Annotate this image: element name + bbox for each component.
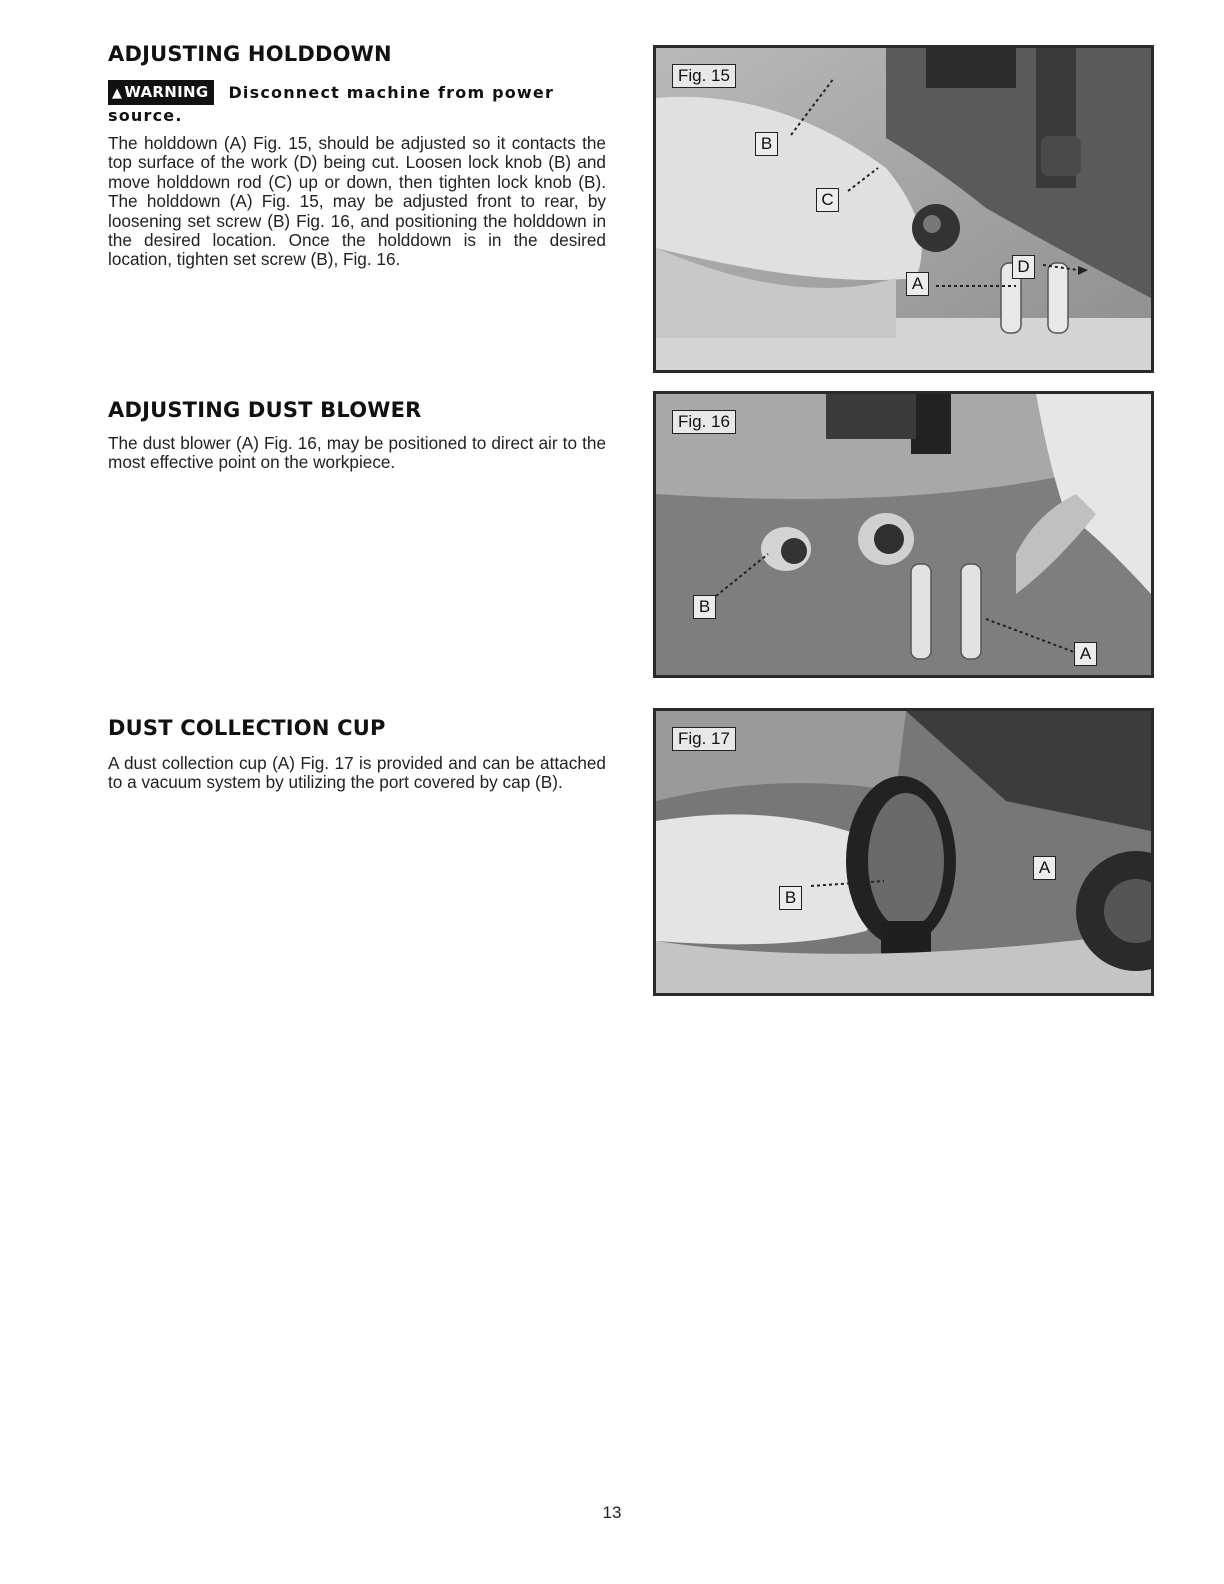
- fig15-callout-c: C: [816, 188, 839, 212]
- heading-adjusting-dust-blower: ADJUSTING DUST BLOWER: [108, 398, 422, 422]
- figure-15: [653, 45, 1154, 373]
- fig15-callout-d: D: [1012, 255, 1035, 279]
- warning-text: Disconnect machine from power source.: [108, 83, 555, 125]
- fig16-callout-a: A: [1074, 642, 1097, 666]
- fig17-callout-b: B: [779, 886, 802, 910]
- figure-17-photo: [656, 711, 1151, 993]
- dust-blower-instructions: The dust blower (A) Fig. 16, may be positioned to direct air to the most effective point on the workpiece.: [108, 433, 606, 473]
- dust-cup-instructions: A dust collection cup (A) Fig. 17 is provided and can be attached to a vacuum system by utilizing the port covered by cap (B).: [108, 753, 606, 793]
- figure-16-label: Fig. 16: [672, 410, 736, 434]
- figure-17: [653, 708, 1154, 996]
- heading-adjusting-holddown: ADJUSTING HOLDDOWN: [108, 42, 392, 66]
- figure-15-label: Fig. 15: [672, 64, 736, 88]
- figure-16: [653, 391, 1154, 678]
- warning-notice: [108, 80, 606, 127]
- warning-badge-label: WARNING: [124, 83, 209, 101]
- fig16-callout-b: B: [693, 595, 716, 619]
- warning-badge: [108, 80, 214, 105]
- warning-triangle-icon: ▲: [112, 86, 123, 101]
- fig15-callout-a: A: [906, 272, 929, 296]
- page-number: 13: [602, 1503, 622, 1522]
- figure-16-photo: [656, 394, 1151, 675]
- fig17-callout-a: A: [1033, 856, 1056, 880]
- holddown-instructions: The holddown (A) Fig. 15, should be adjusted so it contacts the top surface of the work (D) being cut. Loosen lock knob (B) and move holddown rod (C) up or down, then tighten lock knob (B). The holddown (A) Fig. 15, may be adjusted front to rear, by loosening set screw (B) Fig. 16, and positioning the holddown in the desired location. Once the holddown is in the desired location, tighten set screw (B), Fig. 16.: [108, 133, 606, 270]
- figure-17-label: Fig. 17: [672, 727, 736, 751]
- heading-dust-collection-cup: DUST COLLECTION CUP: [108, 716, 386, 740]
- fig15-callout-b: B: [755, 132, 778, 156]
- figure-15-photo: [656, 48, 1151, 370]
